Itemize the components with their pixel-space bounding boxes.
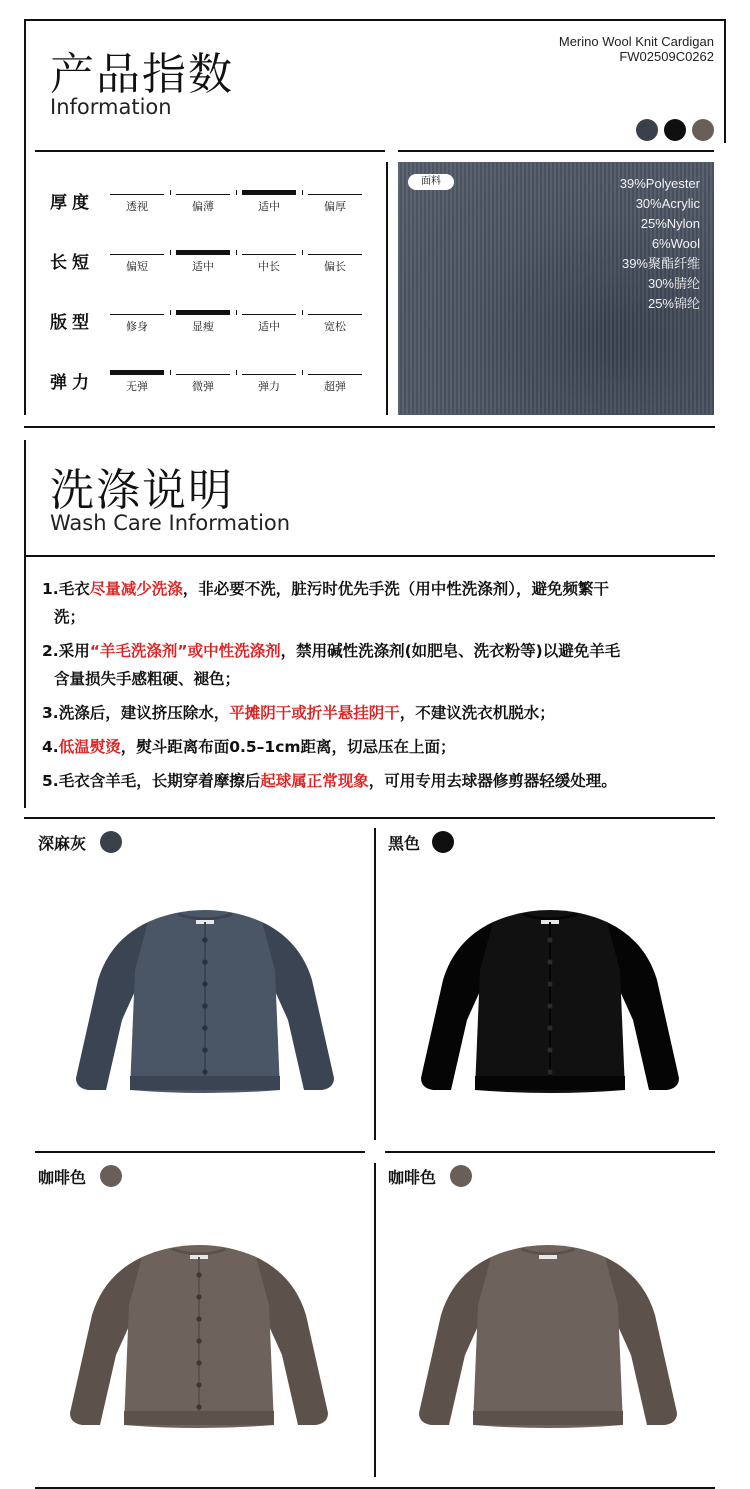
index-option-bar [242, 374, 296, 375]
page-subtitle: Information [50, 95, 172, 119]
index-option [176, 194, 230, 214]
index-option-bar [308, 314, 362, 315]
care-title-divider [24, 555, 715, 557]
cardigan-button [202, 1003, 207, 1008]
index-option [110, 374, 164, 394]
index-option [308, 194, 362, 214]
index-option-label: 修身 [126, 320, 148, 333]
care-highlight: 低温熨烫 [58, 738, 121, 756]
care-text: ，禁用碱性洗涤剂(如肥皂、洗衣粉等)以避免羊毛 [280, 642, 621, 660]
index-option-selected-bar [176, 250, 230, 255]
cardigan-button [547, 1003, 552, 1008]
index-option-bar [110, 194, 164, 195]
cardigan-black-image [415, 900, 685, 1100]
index-tick [236, 250, 237, 255]
index-divider-right [398, 150, 714, 152]
cardigan-button [196, 1360, 201, 1365]
grid-top-border [24, 817, 715, 819]
index-tick [236, 370, 237, 375]
care-text: 毛衣含羊毛，长期穿着摩擦后 [58, 772, 261, 790]
cardigan-button [202, 1069, 207, 1074]
index-tick [236, 310, 237, 315]
index-option-label: 适中 [258, 200, 280, 213]
care-title: 洗涤说明 [50, 465, 234, 516]
color-label-gray: 深麻灰 [38, 834, 87, 853]
care-top-border [24, 426, 715, 428]
index-option-bar [110, 314, 164, 315]
index-option [308, 374, 362, 394]
top-border [24, 19, 726, 21]
care-item-5 [42, 767, 712, 795]
index-option [242, 374, 296, 394]
care-item-1 [42, 575, 712, 631]
care-text: 毛衣 [58, 580, 90, 598]
index-tick [170, 250, 171, 255]
index-option-label: 宽松 [324, 320, 346, 333]
index-tick [236, 190, 237, 195]
index-tick [170, 190, 171, 195]
cardigan-button [547, 1047, 552, 1052]
right-border-info [724, 19, 726, 143]
index-option-label: 偏长 [324, 260, 346, 273]
index-option-label: 适中 [192, 260, 214, 273]
index-option [176, 314, 230, 334]
index-option [308, 254, 362, 274]
care-text-continued: 含量损失手感粗硬、褪色； [54, 670, 241, 688]
cardigan-button [196, 1382, 201, 1387]
cardigan-button [202, 959, 207, 964]
index-option-label: 适中 [258, 320, 280, 333]
index-option-bar [176, 194, 230, 195]
index-option-bar [176, 374, 230, 375]
fabric-swatch [398, 162, 714, 415]
index-option-bar [308, 374, 362, 375]
care-text: ，可用专用去球器修剪器轻缓处理。 [368, 772, 617, 790]
page-title: 产品指数 [50, 49, 234, 100]
index-option-bar [110, 254, 164, 255]
care-highlight: 平摊阴干或折半悬挂阴干 [229, 704, 400, 722]
cardigan-coffee-front-image [64, 1235, 334, 1435]
color-dot-black [664, 119, 686, 141]
fabric-line: 25%锦纶 [647, 296, 700, 311]
care-text: ，非必要不洗，脏污时优先手洗（用中性洗涤剂），避免频繁干 [182, 580, 609, 598]
care-highlight: 尽量减少洗涤 [89, 580, 183, 598]
grid-middle-divider-left [35, 1151, 365, 1153]
fabric-line: 6%Wool [651, 236, 700, 251]
index-divider-left [35, 150, 385, 152]
color-swatch-coffee [100, 1165, 122, 1187]
cardigan-button [202, 1047, 207, 1052]
model-info [559, 34, 714, 64]
index-option-label: 显瘦 [192, 320, 214, 333]
cardigan-button [196, 1404, 201, 1409]
care-highlight: 起球属正常现象 [260, 772, 369, 790]
cardigan-gray-image [70, 900, 340, 1100]
index-option-bar [242, 314, 296, 315]
care-text-continued: 洗； [54, 608, 86, 626]
index-row-label: 长短 [50, 253, 94, 273]
index-option-label: 偏短 [126, 260, 148, 273]
grid-middle-divider-right [385, 1151, 715, 1153]
cardigan-button [202, 981, 207, 986]
cardigan-button [547, 959, 552, 964]
cardigan-button [196, 1272, 201, 1277]
color-label-coffee-back: 咖啡色 [388, 1168, 437, 1187]
fabric-line: 30%Acrylic [635, 196, 700, 211]
index-option-bar [242, 254, 296, 255]
index-option [242, 314, 296, 334]
index-option [110, 194, 164, 214]
grid-vertical-divider-bottom [374, 1163, 376, 1477]
fabric-line: 39%Polyester [619, 176, 700, 191]
cardigan-brand-label [539, 1255, 557, 1259]
care-number: 2. [42, 642, 59, 660]
color-swatch-black [432, 831, 454, 853]
index-option-label: 偏薄 [192, 200, 214, 213]
index-row-label: 弹力 [50, 373, 94, 393]
cardigan-body [473, 1245, 623, 1428]
index-option [110, 254, 164, 274]
left-border-info [24, 19, 26, 415]
index-option [242, 194, 296, 214]
index-option-label: 无弹 [126, 380, 148, 393]
care-number: 4. [42, 738, 59, 756]
index-tick [302, 310, 303, 315]
fabric-line: 30%腈纶 [647, 276, 700, 291]
fabric-composition [620, 174, 700, 314]
fabric-tag: 面料 [408, 174, 454, 190]
cardigan-button [196, 1294, 201, 1299]
care-text: 采用 [58, 642, 90, 660]
fabric-line: 25%Nylon [640, 216, 700, 231]
index-vertical-divider [386, 162, 388, 415]
index-option-label: 微弹 [192, 380, 214, 393]
cardigan-hem [473, 1411, 623, 1425]
care-number: 3. [42, 704, 59, 722]
index-tick [302, 370, 303, 375]
index-row-label: 厚度 [50, 193, 94, 213]
index-option [242, 254, 296, 274]
index-option [308, 314, 362, 334]
care-left-border [24, 440, 26, 808]
care-number: 5. [42, 772, 59, 790]
care-item-4 [42, 733, 712, 761]
care-item-2 [42, 637, 712, 693]
index-option-label: 弹力 [258, 380, 280, 393]
color-dot-coffee [692, 119, 714, 141]
index-option [110, 314, 164, 334]
care-text: 洗涤后，建议挤压除水， [58, 704, 230, 722]
care-subtitle: Wash Care Information [50, 511, 291, 535]
cardigan-button [196, 1316, 201, 1321]
index-option [176, 254, 230, 274]
color-label-black: 黑色 [388, 834, 421, 853]
model-name: Merino Wool Knit Cardigan [558, 34, 714, 49]
index-option-label: 透视 [126, 200, 148, 213]
grid-vertical-divider-top [374, 828, 376, 1140]
index-option [176, 374, 230, 394]
cardigan-button [547, 981, 552, 986]
care-instructions [42, 575, 712, 801]
index-option-selected-bar [176, 310, 230, 315]
color-swatch-gray [100, 831, 122, 853]
index-tick [302, 190, 303, 195]
color-swatch-coffee-back [450, 1165, 472, 1187]
index-tick [170, 310, 171, 315]
index-option-label: 超弹 [324, 380, 346, 393]
index-option-selected-bar [242, 190, 296, 195]
index-option-label: 偏厚 [324, 200, 346, 213]
care-text: ，不建议洗衣机脱水； [399, 704, 555, 722]
fabric-line: 39%聚酯纤维 [621, 256, 700, 271]
color-dot-gray [636, 119, 658, 141]
care-item-3 [42, 699, 712, 727]
cardigan-button [196, 1338, 201, 1343]
care-number: 1. [42, 580, 59, 598]
cardigan-button [202, 937, 207, 942]
cardigan-button [547, 1025, 552, 1030]
cardigan-button [547, 1069, 552, 1074]
cardigan-coffee-back-image [413, 1235, 683, 1435]
index-option-label: 中长 [258, 260, 280, 273]
index-option-bar [308, 194, 362, 195]
color-label-coffee: 咖啡色 [38, 1168, 87, 1187]
cardigan-button [547, 937, 552, 942]
model-code: FW02509C0262 [619, 49, 714, 64]
index-option-bar [308, 254, 362, 255]
index-row-label: 版型 [50, 313, 94, 333]
care-text: ，熨斗距离布面0.5–1cm距离，切忌压在上面； [120, 738, 456, 756]
care-highlight: “羊毛洗涤剂”或中性洗涤剂 [89, 642, 281, 660]
index-option-selected-bar [110, 370, 164, 375]
index-tick [170, 370, 171, 375]
cardigan-button [202, 1025, 207, 1030]
index-tick [302, 250, 303, 255]
